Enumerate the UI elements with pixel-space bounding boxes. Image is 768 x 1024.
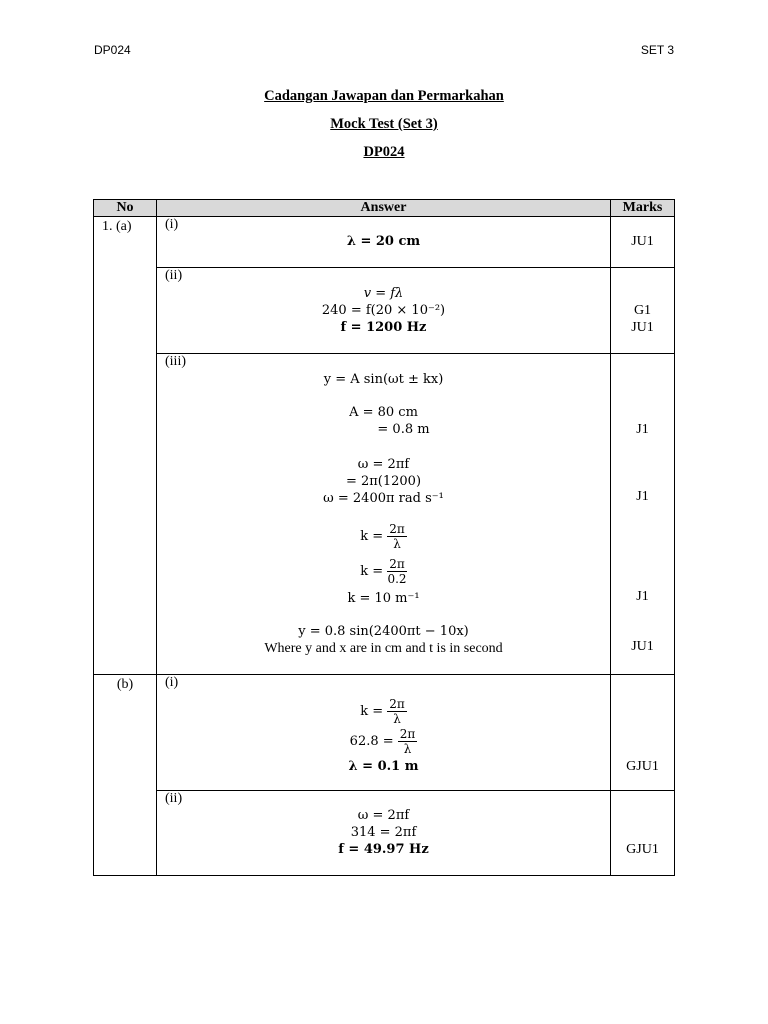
sub-label: (i) [165, 217, 179, 232]
fraction-numerator: 2π [399, 727, 416, 741]
question-number: (b) [116, 677, 134, 692]
answer-cell [157, 675, 611, 791]
equation-line: ω = 2πf [357, 808, 410, 823]
answer-cell [157, 217, 611, 268]
table-row [94, 791, 675, 876]
mark-label: JU1 [631, 639, 654, 654]
mark-label: J1 [636, 589, 649, 604]
fraction-denominator: λ [403, 742, 412, 756]
document-title: Cadangan Jawapan dan Permarkahan [264, 88, 504, 104]
fraction [398, 727, 418, 756]
question-number-cell [94, 675, 157, 876]
marks-cell [611, 675, 675, 791]
equation-line: k = 10 m⁻¹ [347, 591, 420, 606]
document-course-code: DP024 [363, 144, 405, 160]
equation-line: 314 = 2πf [350, 825, 417, 840]
sub-label: (ii) [165, 268, 183, 283]
sub-label: (i) [165, 675, 179, 690]
equation-line: ω = 2πf [357, 457, 410, 472]
table-header-row [94, 200, 675, 217]
equation-line: ω = 2400π rad s⁻¹ [323, 491, 444, 506]
answer-table [93, 199, 675, 876]
mark-label: GJU1 [626, 759, 659, 774]
equation-line: = 0.8 m [377, 422, 430, 437]
fraction-numerator: 2π [389, 697, 405, 711]
equation-lhs: k = [360, 564, 384, 579]
fraction-denominator: 0.2 [387, 572, 407, 586]
equation-line: λ = 20 cm [346, 234, 421, 249]
fraction-denominator: λ [393, 712, 401, 726]
fraction-denominator: λ [393, 537, 401, 551]
equation-line: = 2π(1200) [345, 474, 422, 489]
marks-cell [611, 268, 675, 354]
marks-cell [611, 217, 675, 268]
header-set-label: SET 3 [640, 43, 674, 57]
table-row [94, 354, 675, 675]
equation-lhs: k = [360, 529, 384, 544]
fraction-numerator: 2π [389, 557, 405, 571]
equation-line: y = A sin(ωt ± kx) [323, 372, 444, 387]
marks-cell [611, 791, 675, 876]
equation-lhs: k = [360, 704, 384, 719]
equation-line: 240 = f(20 × 10⁻²) [321, 303, 446, 318]
mark-label: GJU1 [626, 842, 659, 857]
sub-label: (ii) [165, 791, 183, 806]
question-number-cell [94, 217, 157, 675]
fraction-equation [157, 727, 622, 756]
mark-label: JU1 [631, 234, 654, 249]
equation-line: f = 1200 Hz [340, 320, 427, 335]
question-number: 1. (a) [102, 219, 132, 234]
header-answer: Answer [157, 200, 611, 217]
mark-label: G1 [633, 303, 652, 318]
equation-line: A = 80 cm [349, 405, 418, 420]
equation-line: y = 0.8 sin(2400πt − 10x) [298, 624, 469, 639]
note-line: Where y and x are in cm and t is in second [264, 641, 503, 656]
equation-line: λ = 0.1 m [348, 759, 419, 774]
mark-label: J1 [636, 422, 649, 437]
mark-label: JU1 [631, 320, 654, 335]
fraction [387, 522, 407, 551]
equation-line: v = fλ [363, 286, 404, 301]
answer-cell [157, 268, 611, 354]
table-row [94, 217, 675, 268]
mark-label: J1 [636, 489, 649, 504]
sub-label: (iii) [165, 354, 186, 369]
fraction-equation [157, 697, 622, 726]
table-row [94, 675, 675, 791]
marks-cell [611, 354, 675, 675]
header-marks: Marks [611, 200, 675, 217]
answer-cell [157, 791, 611, 876]
fraction-equation [157, 522, 622, 551]
document-subtitle: Mock Test (Set 3) [330, 116, 438, 132]
fraction [387, 697, 407, 726]
fraction-equation [157, 557, 622, 586]
answer-cell [157, 354, 611, 675]
header-no: No [94, 200, 157, 217]
fraction [387, 557, 407, 586]
table-row [94, 268, 675, 354]
equation-line: f = 49.97 Hz [338, 842, 429, 857]
header-doc-code: DP024 [94, 43, 131, 57]
equation-lhs: 62.8 = [349, 734, 394, 749]
fraction-numerator: 2π [389, 522, 405, 536]
